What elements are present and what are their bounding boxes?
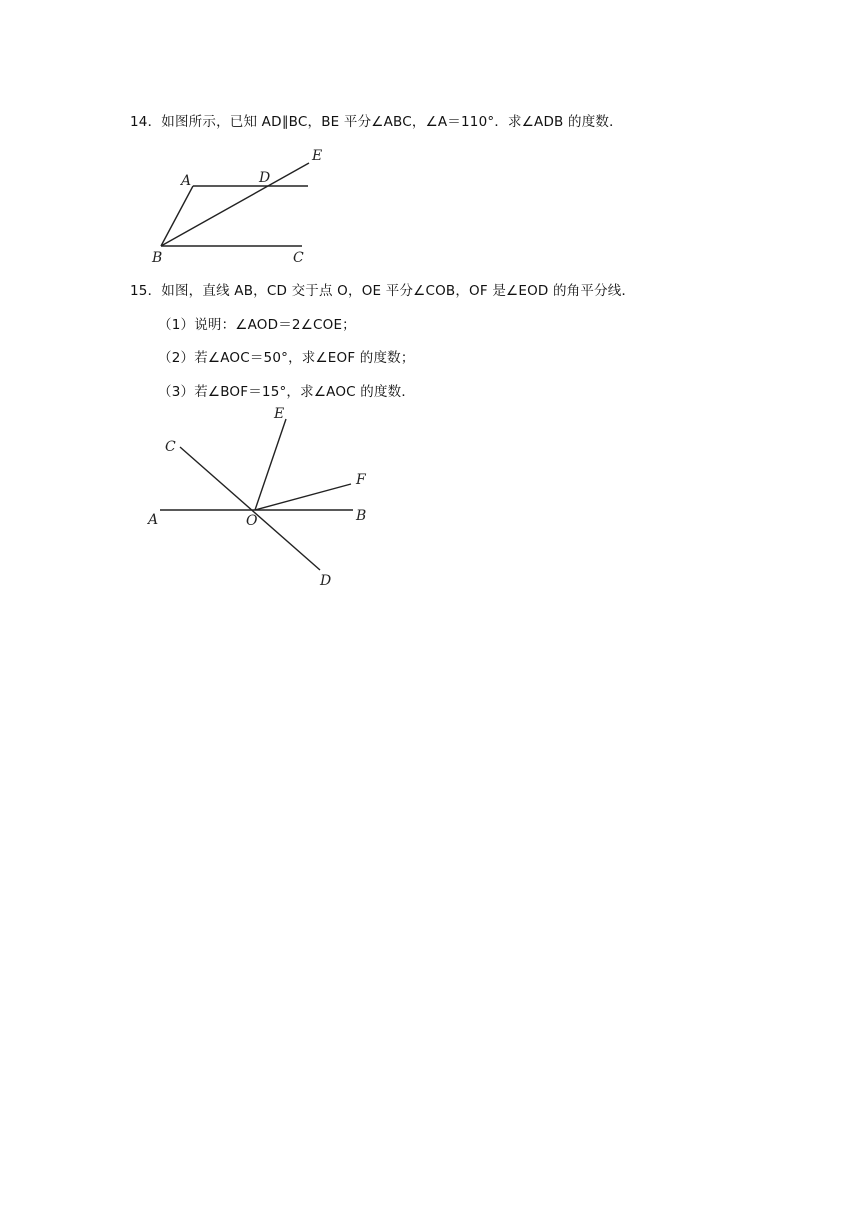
label-A: A [148,512,159,528]
label-E: E [312,148,323,164]
label-B: B [356,508,367,524]
question-15-part-2: （2）若∠AOC＝50°，求∠EOF 的度数； [158,350,415,366]
label-C: C [293,250,304,266]
question-15-text: 15．如图，直线 AB，CD 交于点 O，OE 平分∠COB，OF 是∠EOD 的角平分线． [130,283,636,299]
question-15-part-1: （1）说明：∠AOD＝2∠COE； [158,317,356,333]
label-A: A [181,173,192,189]
label-E: E [274,406,285,422]
label-D: D [320,573,332,589]
label-C: C [165,439,176,455]
question-14-text: 14．如图所示，已知 AD∥BC，BE 平分∠ABC，∠A＝110°．求∠ADB 的度数． [130,114,623,130]
ray-OF [255,484,351,510]
label-F: F [356,472,366,488]
ray-OE [255,419,286,510]
label-O: O [246,513,258,529]
label-B: B [152,250,163,266]
figure-q14 [140,140,340,270]
line-CD [180,447,320,570]
question-15-part-3: （3）若∠BOF＝15°，求∠AOC 的度数． [158,384,416,400]
figure-q15 [140,400,380,595]
label-D: D [259,170,271,186]
